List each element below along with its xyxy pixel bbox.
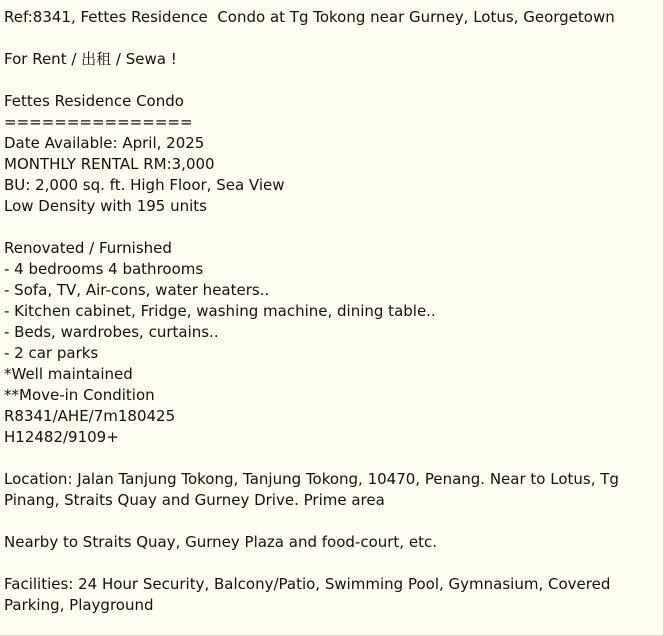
monthly-rental: MONTHLY RENTAL RM:3,000: [4, 155, 215, 173]
blank-line: [4, 448, 660, 469]
feature-item: - 4 bedrooms 4 bathrooms: [4, 260, 204, 278]
built-up-area: BU: 2,000 sq. ft. High Floor, Sea View: [4, 176, 285, 194]
nearby-paragraph: Nearby to Straits Quay, Gurney Plaza and food-court, etc.: [4, 533, 437, 551]
for-rent-heading: For Rent / 出租 / Sewa !: [4, 50, 177, 68]
blank-line: [4, 217, 660, 238]
blank-line: [4, 70, 660, 91]
listing-code: H12482/9109+: [4, 428, 119, 446]
renovation-status: Renovated / Furnished: [4, 239, 172, 257]
blank-line: [4, 553, 660, 574]
feature-item: - 2 car parks: [4, 344, 99, 362]
feature-item: - Beds, wardrobes, curtains..: [4, 323, 219, 341]
density-info: Low Density with 195 units: [4, 197, 207, 215]
location-paragraph: Location: Jalan Tanjung Tokong, Tanjung Tokong, 10470, Penang. Near to Lotus, Tg Pinang, Straits Quay and Gurney Drive. Prime area: [4, 470, 624, 509]
condition-note: **Move-in Condition: [4, 386, 155, 404]
separator-line: ===============: [4, 113, 193, 131]
property-name: Fettes Residence Condo: [4, 92, 184, 110]
reference-title: Ref:8341, Fettes Residence Condo at Tg Tokong near Gurney, Lotus, Georgetown: [4, 8, 615, 26]
feature-item: - Kitchen cabinet, Fridge, washing machine, dining table..: [4, 302, 436, 320]
blank-line: [4, 511, 660, 532]
facilities-paragraph: Facilities: 24 Hour Security, Balcony/Patio, Swimming Pool, Gymnasium, Covered Parking, Playground: [4, 575, 616, 614]
blank-line: [4, 28, 660, 49]
listing-code: R8341/AHE/7m180425: [4, 407, 176, 425]
date-available: Date Available: April, 2025: [4, 134, 205, 152]
maintained-note: *Well maintained: [4, 365, 133, 383]
feature-item: - Sofa, TV, Air-cons, water heaters..: [4, 281, 270, 299]
